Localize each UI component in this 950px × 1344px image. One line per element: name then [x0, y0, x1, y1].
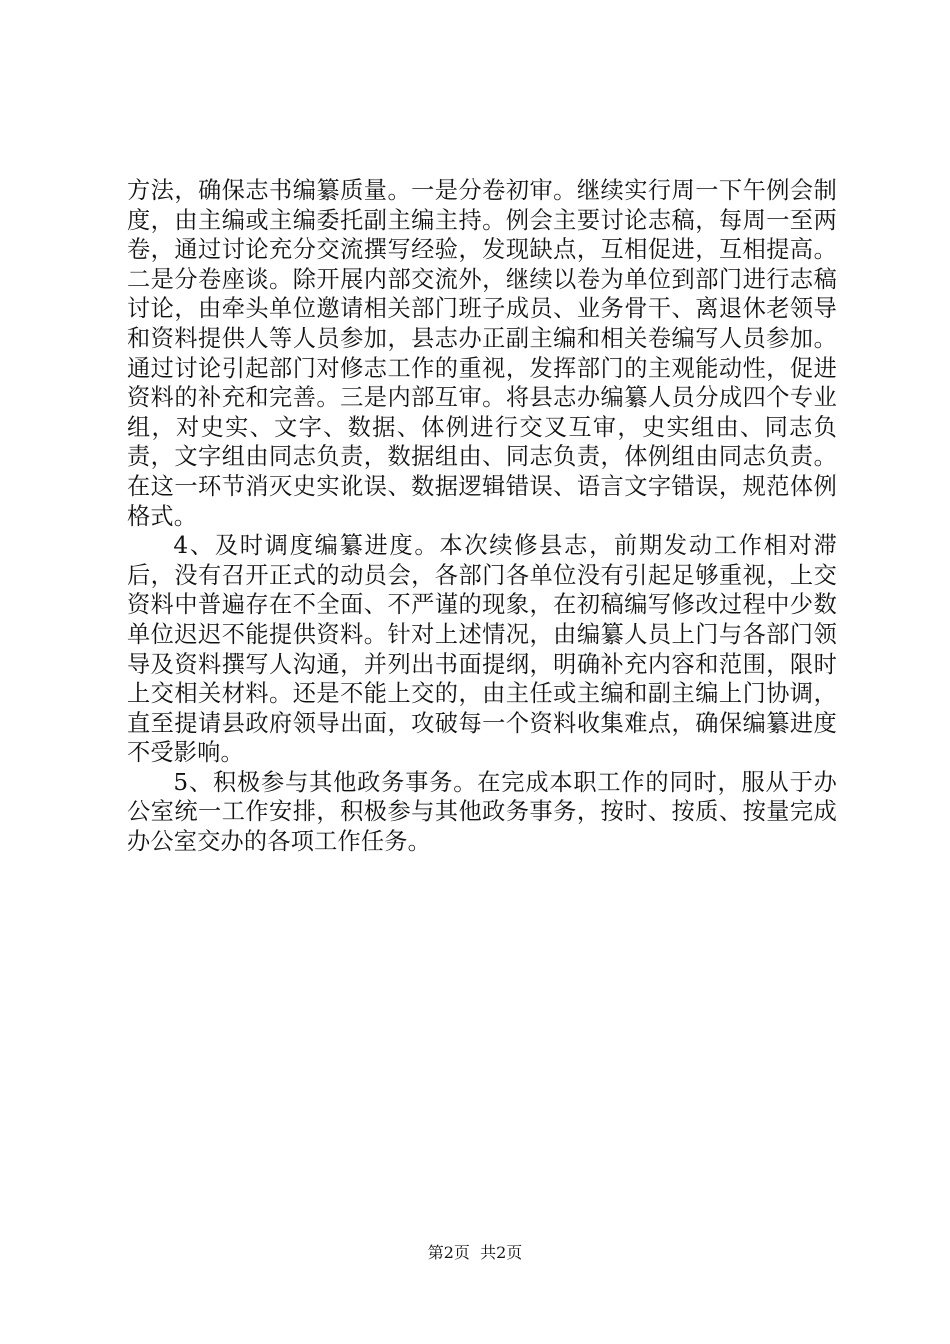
- paragraph-item-5: 5、积极参与其他政务事务。在完成本职工作的同时，服从于办公室统一工作安排，积极参与其他政务事务，按时、按质、按量完成办公室交办的各项工作任务。: [127, 768, 837, 856]
- page-number: 第2页 共2页: [427, 1243, 523, 1262]
- paragraph-continuation: 方法，确保志书编纂质量。一是分卷初审。继续实行周一下午例会制度，由主编或主编委托副主编主持。例会主要讨论志稿，每周一至两卷，通过讨论充分交流撰写经验，发现缺点，互相促进，互相提高。二是分卷座谈。除开展内部交流外，继续以卷为单位到部门进行志稿讨论，由牵头单位邀请相关部门班子成员、业务骨干、离退休老领导和资料提供人等人员参加，县志办正副主编和相关卷编写人员参加。通过讨论引起部门对修志工作的重视，发挥部门的主观能动性，促进资料的补充和完善。三是内部互审。将县志办编纂人员分成四个专业组，对史实、文字、数据、体例进行交叉互审，史实组由、同志负责，文字组由同志负责，数据组由、同志负责，体例组由同志负责。在这一环节消灭史实讹误、数据逻辑错误、语言文字错误，规范体例格式。: [127, 177, 837, 530]
- page-footer: [0, 1243, 950, 1263]
- document-body: [127, 176, 837, 857]
- paragraph-item-4: 4、及时调度编纂进度。本次续修县志，前期发动工作相对滞后，没有召开正式的动员会，各部门各单位没有引起足够重视，上交资料中普遍存在不全面、不严谨的现象，在初稿编写修改过程中少数单位迟迟不能提供资料。针对上述情况，由编纂人员上门与各部门领导及资料撰写人沟通，并列出书面提纲，明确补充内容和范围，限时上交相关材料。还是不能上交的，由主任或主编和副主编上门协调，直至提请县政府领导出面，攻破每一个资料收集难点，确保编纂进度不受影响。: [127, 532, 837, 767]
